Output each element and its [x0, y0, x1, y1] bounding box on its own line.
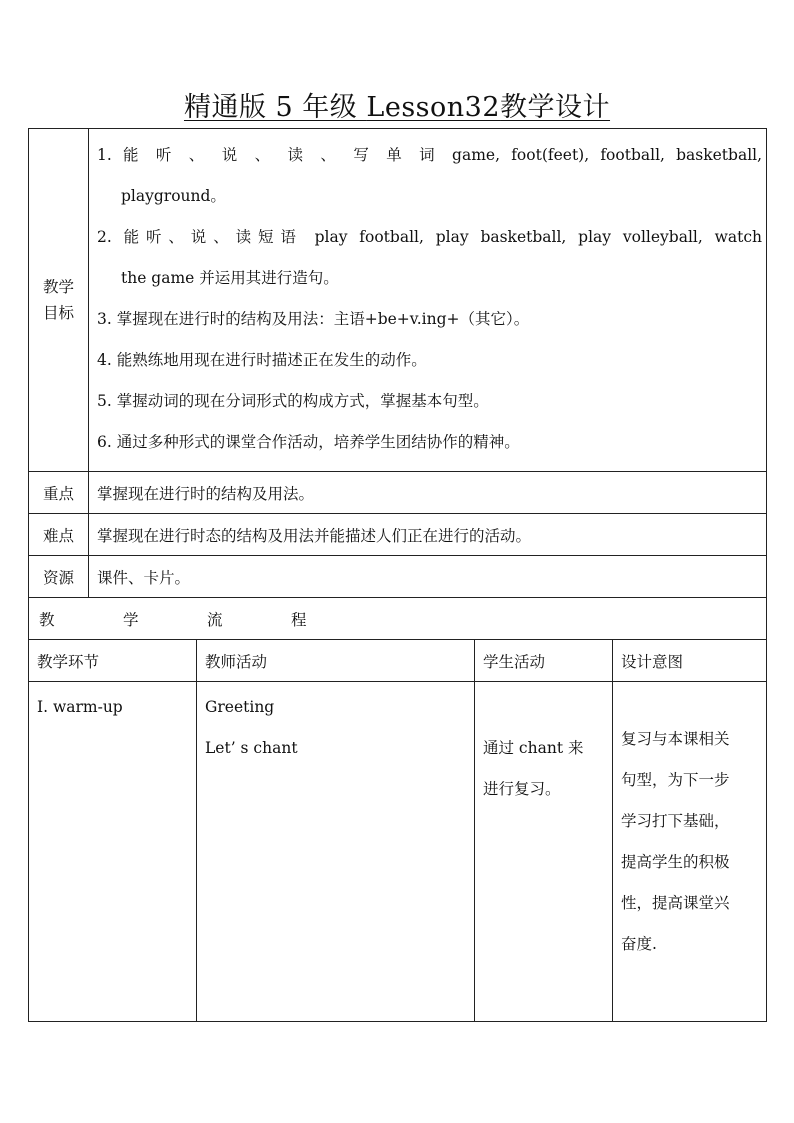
flow-char-2: 学: [123, 610, 139, 629]
flow-char-3: 流: [207, 610, 223, 629]
column-header-row: [29, 640, 767, 682]
teacher-line-1: Greeting: [205, 698, 275, 716]
goals-row: [29, 129, 767, 472]
col-header-student: 学生活动: [475, 640, 613, 682]
difficulty-label: 难点: [29, 514, 89, 556]
col-header-teacher: 教师活动: [197, 640, 475, 682]
goals-label-line1: 教学: [42, 278, 74, 296]
resources-label: 资源: [29, 556, 89, 598]
intent-line-6: 奋度.: [621, 935, 657, 953]
title-suffix: 教学设计: [500, 92, 611, 123]
lesson-plan-table: [28, 128, 767, 1022]
goals-label-line2: 目标: [42, 304, 74, 322]
difficulty-text: 掌握现在进行时态的结构及用法并能描述人们正在进行的活动。: [89, 514, 767, 556]
goal-2-line2: the game 并运用其进行造句。: [121, 269, 339, 287]
col-header-intent: 设计意图: [613, 640, 767, 682]
design-intent-cell: [613, 682, 767, 1022]
stage-text: Ⅰ. warm-up: [37, 698, 123, 716]
teacher-line-2: Let’ s chant: [205, 739, 298, 757]
goals-content: [89, 129, 767, 472]
key-point-label: 重点: [29, 472, 89, 514]
goal-4: 4. 能熟练地用现在进行时描述正在发生的动作。: [97, 351, 427, 369]
student-line-2: 进行复习。: [483, 780, 561, 798]
flow-heading: [29, 598, 767, 640]
key-point-text: 掌握现在进行时的结构及用法。: [89, 472, 767, 514]
goal-1-line1: 1. 能 听 、 说 、 读 、 写 单 词 game, foot(feet), football, basketball,: [97, 146, 763, 164]
intent-line-2: 句型，为下一步: [621, 771, 730, 789]
goals-label: [29, 129, 89, 472]
key-point-row: [29, 472, 767, 514]
intent-line-1: 复习与本课相关: [621, 730, 730, 748]
goal-1-line2: playground。: [121, 187, 226, 205]
resources-row: [29, 556, 767, 598]
difficulty-row: [29, 514, 767, 556]
flow-char-1: 教: [39, 610, 55, 629]
col-header-stage: 教学环节: [29, 640, 197, 682]
stage-cell: [29, 682, 197, 1022]
goal-5: 5. 掌握动词的现在分词形式的构成方式，掌握基本句型。: [97, 392, 489, 410]
intent-line-5: 性，提高课堂兴: [621, 894, 730, 912]
goal-3: 3. 掌握现在进行时的结构及用法：主语+be+v.ing+（其它）。: [97, 310, 530, 328]
resources-text: 课件、卡片。: [89, 556, 767, 598]
title-lesson: Lesson32: [366, 92, 501, 123]
table-row: [29, 682, 767, 1022]
goal-2-line1: 2. 能听、说、读短语 play football, play basketball, play volleyball, watch: [97, 228, 763, 246]
student-activity-cell: [475, 682, 613, 1022]
flow-heading-row: [29, 598, 767, 640]
flow-char-4: 程: [291, 610, 307, 629]
intent-line-3: 学习打下基础，: [621, 812, 730, 830]
student-line-1: 通过 chant 来: [483, 739, 584, 757]
document-title: [0, 88, 794, 128]
goal-6: 6. 通过多种形式的课堂合作活动，培养学生团结协作的精神。: [97, 433, 520, 451]
intent-line-4: 提高学生的积极: [621, 853, 730, 871]
title-prefix: 精通版 5 年级: [183, 92, 367, 123]
teacher-activity-cell: [197, 682, 475, 1022]
